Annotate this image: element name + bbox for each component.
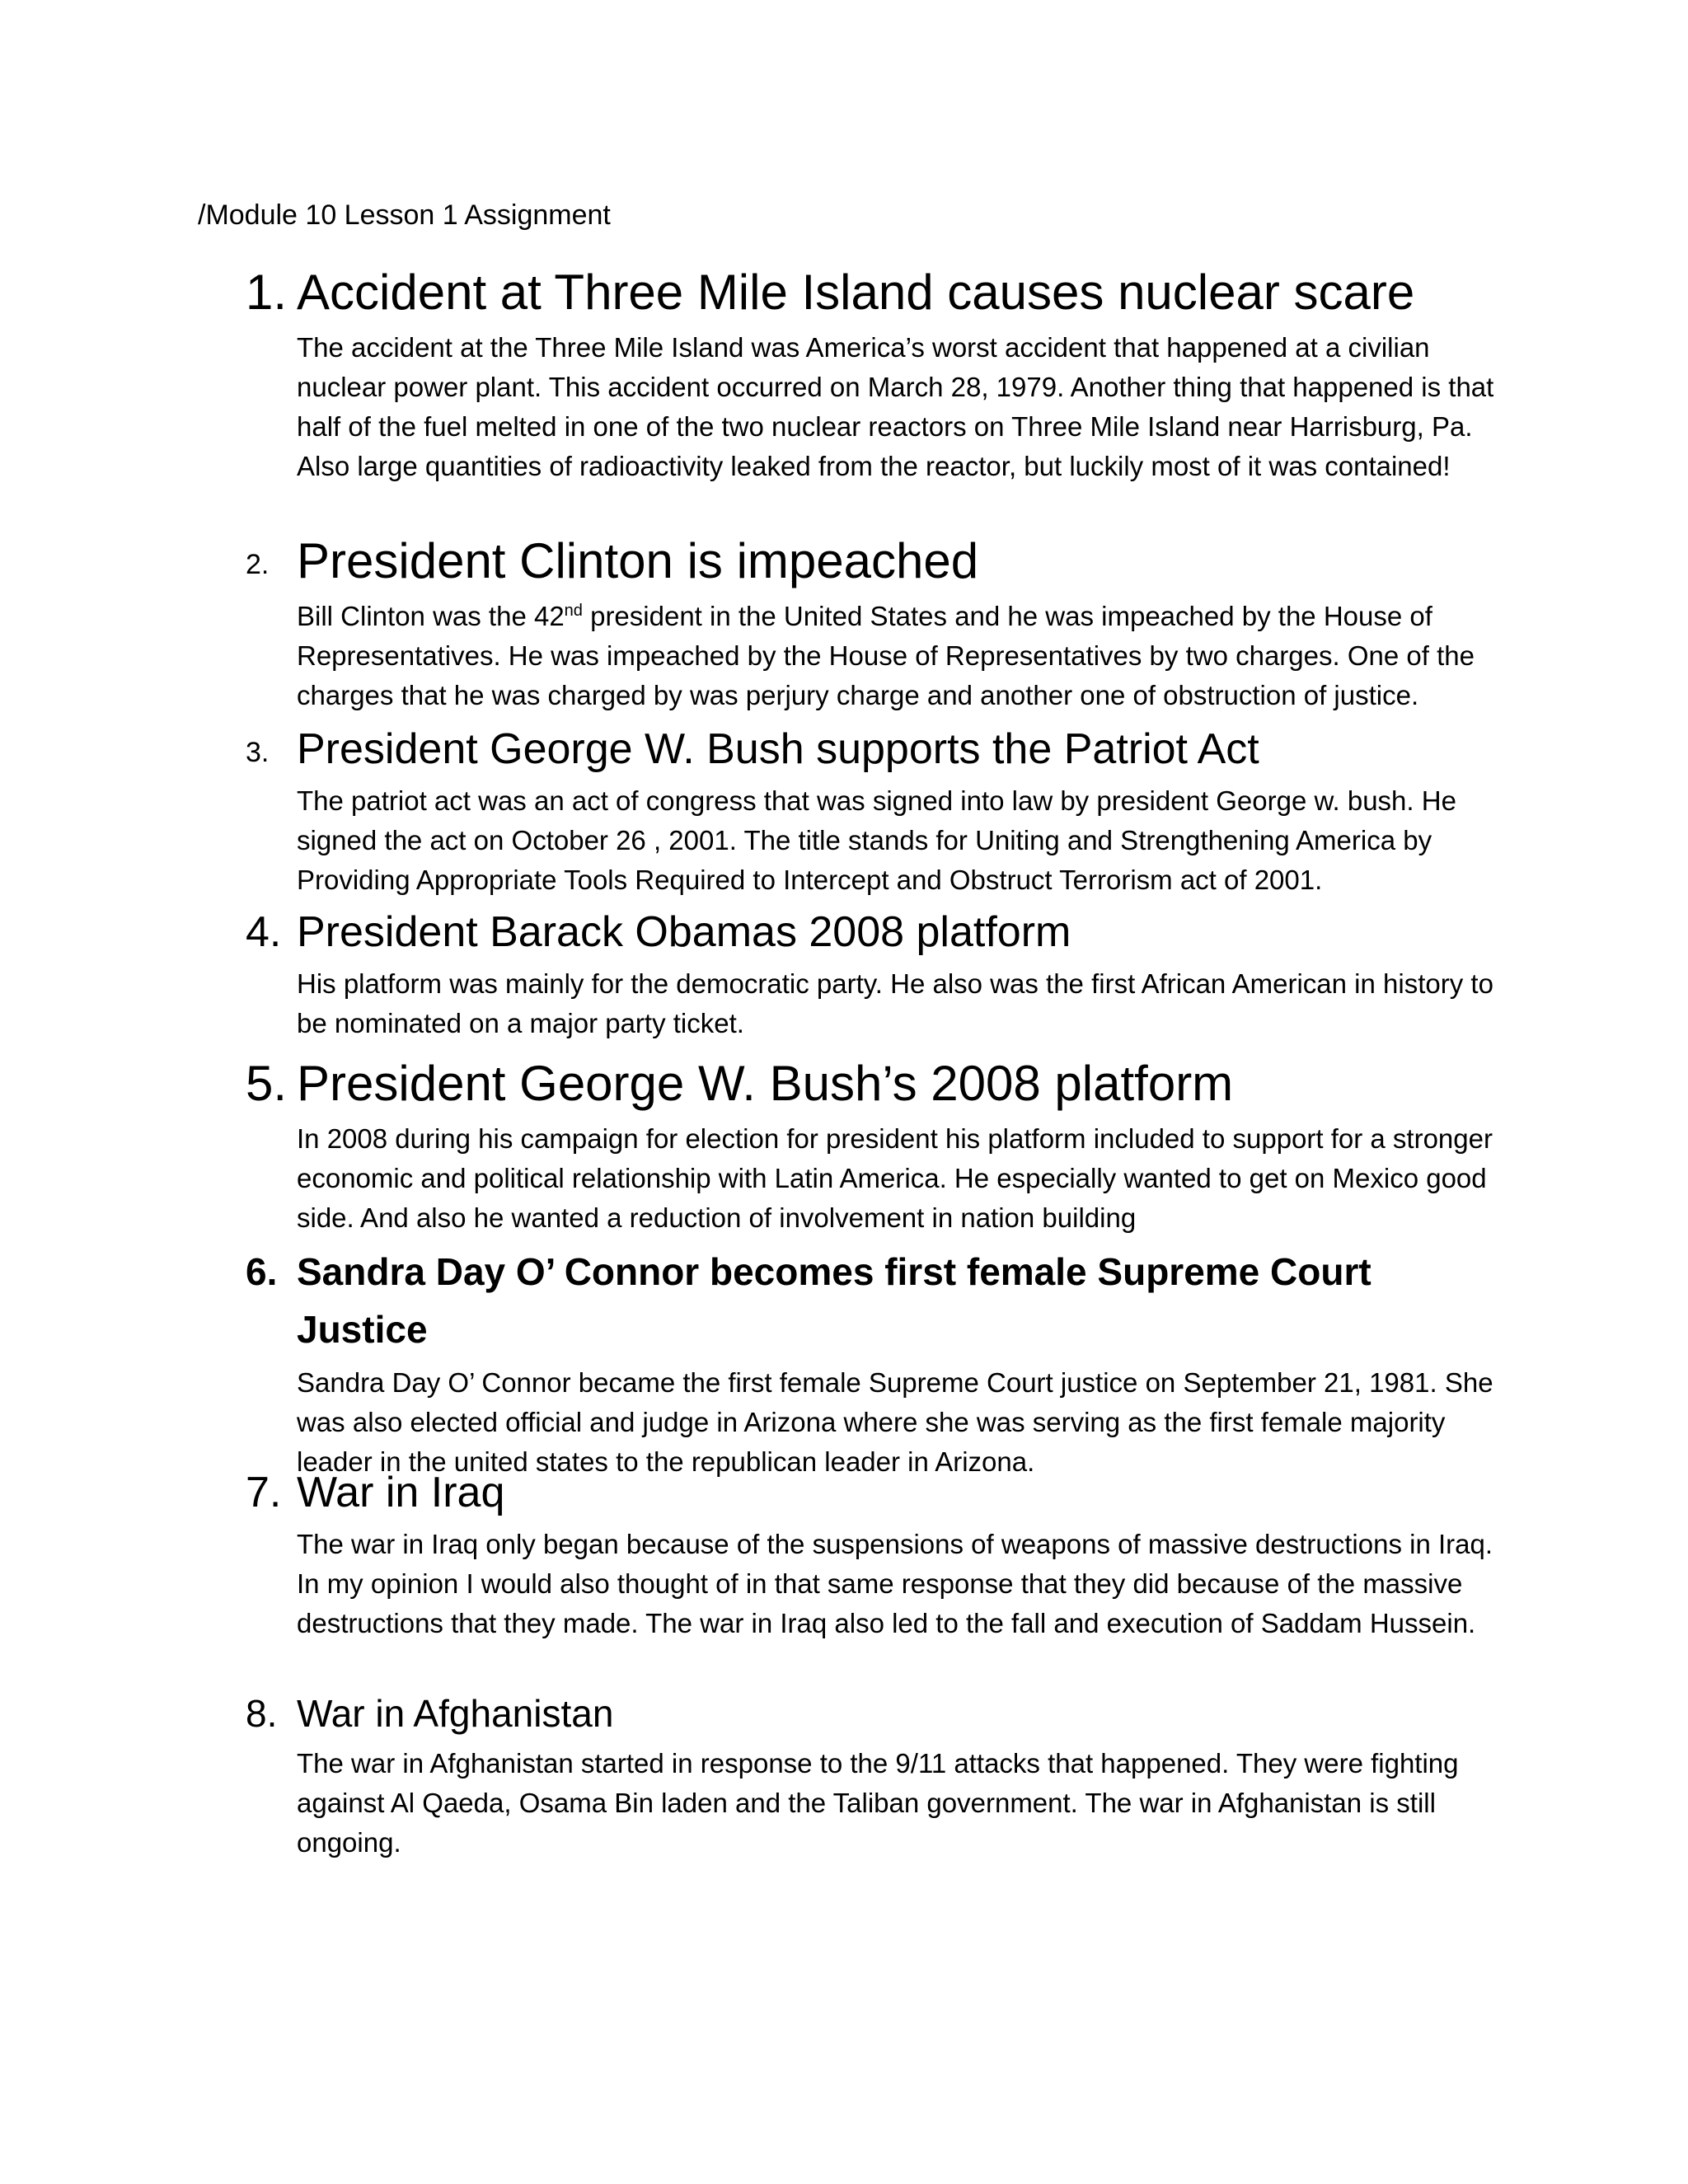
item-number: 3. <box>246 737 270 768</box>
item-body: The war in Afghanistan started in response to the 9/11 attacks that happened. They were fighting against Al Qaeda, Osama Bin laden and the Taliban government. The war in Afghanistan is still ongoing. <box>297 1748 1459 1858</box>
item-number: 2. <box>246 549 270 580</box>
item-number: 7. <box>246 1469 282 1516</box>
list-item <box>246 1465 1498 1643</box>
item-number: 6. <box>246 1250 278 1293</box>
item-title: Accident at Three Mile Island causes nuclear scare <box>297 265 1415 320</box>
item-title: President Clinton is impeached <box>297 533 979 588</box>
item-body: Sandra Day O’ Connor became the first female Supreme Court justice on September 21, 1981. She was also elected official and judge in Arizona where she was serving as the first female majority leader in the united states to the republican leader in Arizona. <box>297 1367 1493 1477</box>
document-header: /Module 10 Lesson 1 Assignment <box>198 199 611 231</box>
item-title: President Barack Obamas 2008 platform <box>297 908 1071 956</box>
item-number: 1. <box>246 265 288 320</box>
item-number: 4. <box>246 908 282 956</box>
item-title: War in Iraq <box>297 1469 505 1516</box>
item-body: The war in Iraq only began because of the suspensions of weapons of massive destructions in Iraq. In my opinion I would also thought of in that same response that they did because of the massive destructions that they made. The war in Iraq also led to the fall and execution of Saddam Hussein. <box>297 1529 1493 1638</box>
list-item <box>246 1688 1498 1863</box>
item-title: War in Afghanistan <box>297 1692 614 1735</box>
list-item <box>246 722 1498 900</box>
item-body: The patriot act was an act of congress that was signed into law by president George w. bush. He signed the act on October 26 , 2001. The title stands for Uniting and Strengthening America by Providing Appropriate Tools Required to Intercept and Obstruct Terrorism act of 2001. <box>297 785 1456 895</box>
item-body: His platform was mainly for the democratic party. He also was the first African American in history to be nominated on a major party ticket. <box>297 968 1493 1038</box>
item-title: President George W. Bush supports the Patriot Act <box>297 725 1259 773</box>
list-item <box>246 1053 1498 1238</box>
item-number: 5. <box>246 1056 288 1111</box>
list-item <box>246 531 1498 715</box>
item-number: 8. <box>246 1692 278 1735</box>
item-title: Sandra Day O’ Connor becomes first female Supreme Court Justice <box>297 1250 1372 1351</box>
list-item <box>246 905 1498 1043</box>
list-item <box>246 1243 1498 1482</box>
ordinal-superscript: nd <box>564 602 583 620</box>
item-body: The accident at the Three Mile Island was America’s worst accident that happened at a civilian nuclear power plant. This accident occurred on March 28, 1979. Another thing that happened is that half of the fuel melted in one of the two nuclear reactors on Three Mile Island near Harrisburg, Pa. Also large quantities of radioactivity leaked from the reactor, but luckily most of it was contained! <box>297 332 1494 481</box>
list-item <box>246 262 1498 486</box>
item-body: Bill Clinton was the 42nd president in the United States and he was impeached by the House of Representatives. He was impeached by the House of Representatives by two charges. One of the charges that he was charged by was perjury charge and another one of obstruction of justice. <box>297 601 1475 710</box>
item-body: In 2008 during his campaign for election for president his platform included to support for a stronger economic and political relationship with Latin America. He especially wanted to get on Mexico good side. And also he wanted a reduction of involvement in nation building <box>297 1123 1493 1233</box>
item-title: President George W. Bush’s 2008 platform <box>297 1056 1234 1111</box>
